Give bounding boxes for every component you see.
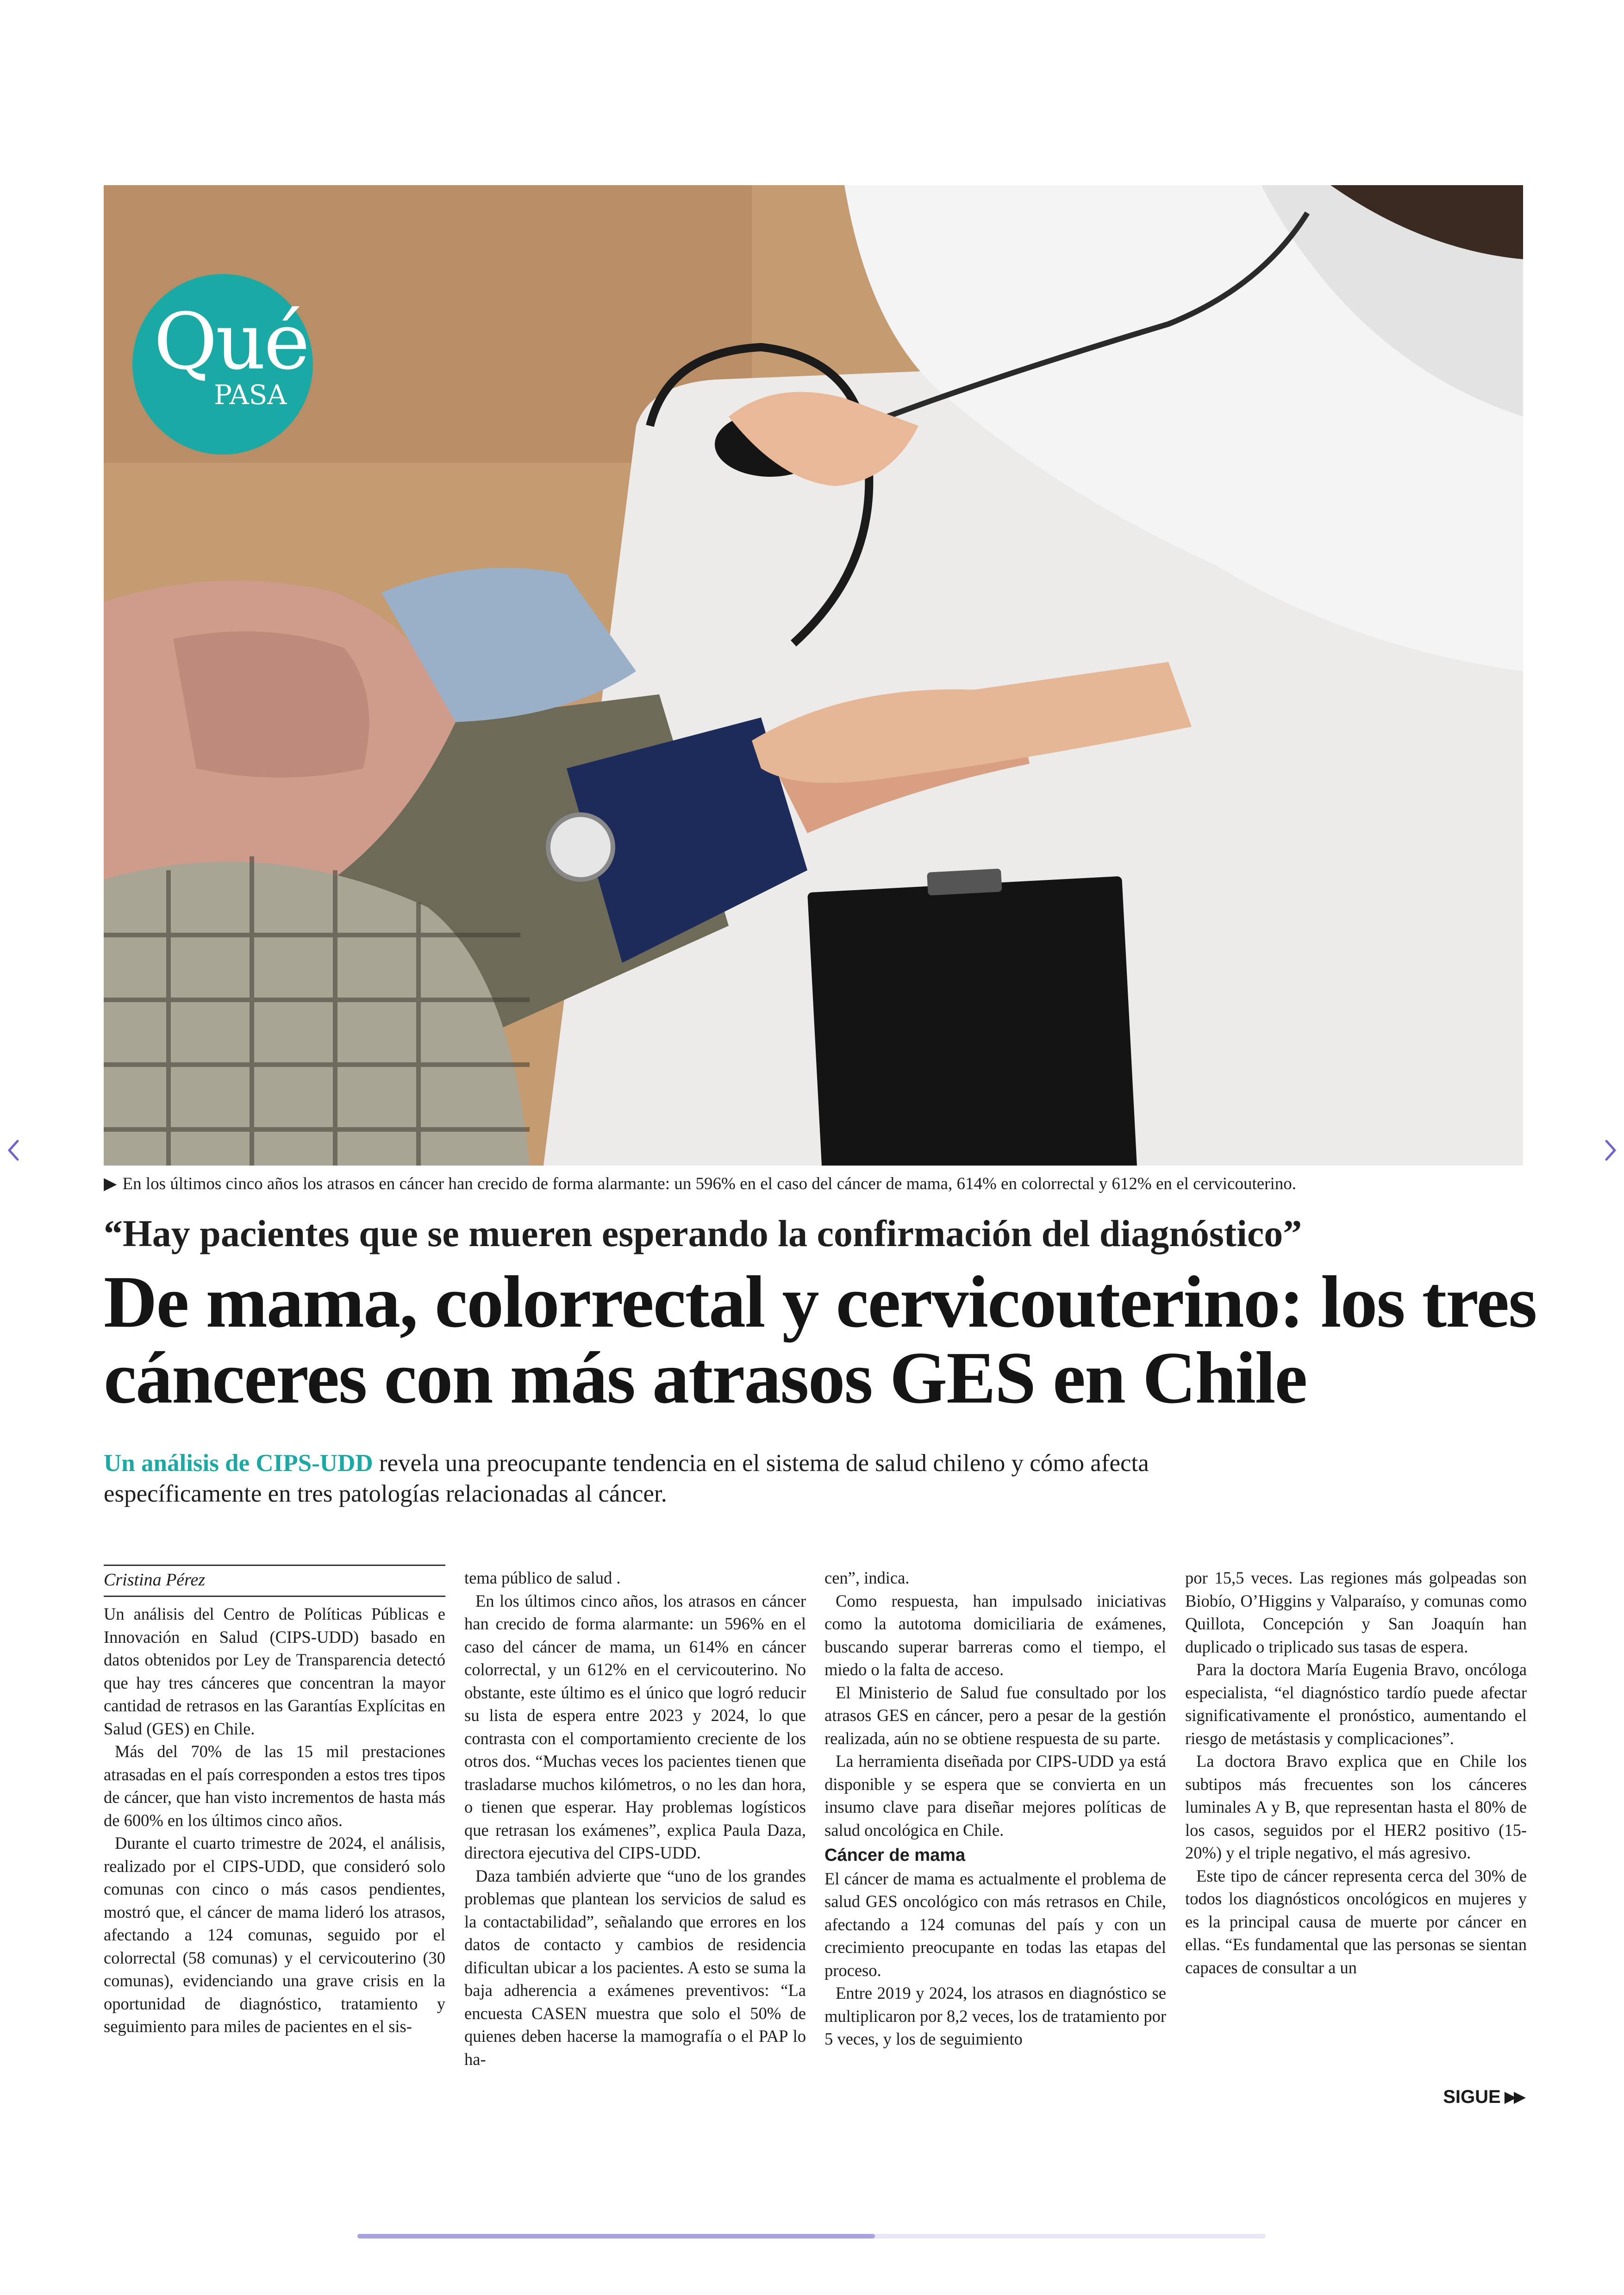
chevron-left-icon: [5, 1136, 23, 1164]
previous-page-button[interactable]: [0, 1129, 28, 1171]
sigue-label: SIGUE: [1443, 2086, 1501, 2107]
chevron-right-icon: [1601, 1136, 1619, 1164]
paragraph: tema público de salud .: [464, 1568, 621, 1587]
byline: Cristina Pérez: [104, 1570, 206, 1590]
paragraph: Para la doctora María Eugenia Bravo, oncóloga especialista, “el diagnóstico tardío puede afectar significativamente el pronóstico, aumentando el riesgo de metástasis y complicaciones”.: [1185, 1660, 1527, 1748]
paragraph: Un análisis del Centro de Políticas Públicas e Innovación en Salud (CIPS-UDD) basado en datos obtenidos por Ley de Transparencia detectó que hay tres cánceres que concentran la mayor cantidad de retrasos en las Garantías Explícitas en Salud (GES) en Chile.: [104, 1604, 445, 1738]
paragraph: Entre 2019 y 2024, los atrasos en diagnóstico se multiplicaron por 8,2 veces, los de tratamiento por 5 veces, y los de seguimiento: [824, 1983, 1166, 2048]
progress-fill: [357, 2234, 875, 2239]
photo-caption: [104, 1172, 1523, 1196]
double-arrow-right-icon: ▶▶: [1504, 2088, 1523, 2106]
deck-text: revela una preocupante tendencia en el sistema de salud chileno y cómo afecta específicamente en tres patologías relacionadas al cáncer.: [104, 1450, 1149, 1507]
headline: De mama, colorrectal y cervicouterino: los tres cánceres con más atrasos GES en Chile: [104, 1260, 1537, 1419]
logo-pasa-text: PASA: [214, 379, 287, 411]
paragraph: Este tipo de cáncer representa cerca del 30% de todos los diagnósticos oncológicos en mujeres y es la principal causa de muerte por cáncer en ellas. “Es fundamental que las personas se sientan capaces de consultar a un: [1185, 1866, 1527, 1977]
paragraph: Durante el cuarto trimestre de 2024, el análisis, realizado por el CIPS-UDD, que consideró solo comunas con cinco o más casos pendientes, mostró que, el cáncer de mama lideró los atrasos, afectando a 124 comunas, seguido por el colorrectal (58 comunas) y el cervicouterino (30 comunas), evidenciando una grave crisis en la oportunidad de diagnóstico, tratamiento y seguimiento para miles de pacientes en el sis-: [104, 1834, 445, 2036]
body-column-4: [1185, 1566, 1527, 2108]
section-subhead: Cáncer de mama: [824, 1846, 966, 1865]
paragraph: La herramienta diseñada por CIPS-UDD ya está disponible y se espera que se convierta en un insumo clave para diseñar mejores políticas de salud oncológica en Chile.: [824, 1752, 1166, 1840]
article-photo: [104, 185, 1523, 1166]
paragraph: Como respuesta, han impulsado iniciativas como la autotoma domiciliaria de exámenes, buscando superar barreras como el tiempo, el miedo o la falta de acceso.: [824, 1591, 1166, 1679]
paragraph: por 15,5 veces. Las regiones más golpeadas son Biobío, O’Higgins y Valparaíso, y comunas como Quillota, Concepción y San Joaquín han duplicado o triplicado sus tasas de espera.: [1185, 1568, 1527, 1656]
caption-text: En los últimos cinco años los atrasos en cáncer han crecido de forma alarmante: un 596% en el caso del cáncer de mama, 614% en colorrectal y 612% en el cervicouterino.: [122, 1174, 1297, 1193]
logo-que-text: Qué: [154, 296, 308, 387]
paragraph: La doctora Bravo explica que en Chile los subtipos más frecuentes son los cánceres luminales A y B, que representan hasta el 80% de los casos, seguidos por el HER2 positivo (15-20%) y el triple negativo, el más agresivo.: [1185, 1752, 1527, 1862]
paragraph: Daza también advierte que “uno de los grandes problemas que plantean los servicios de salud es la contactabilidad”, señalando que errores en los datos de contacto y cambios de residencia dificultan ubicar a los pacientes. A esto se suma la baja adherencia a exámenes preventivos: “La encuesta CASEN muestra que solo el 50% de quienes deben hacerse la mamografía o el PAP lo ha-: [464, 1866, 806, 2069]
page-scroll-progress[interactable]: [357, 2234, 1266, 2239]
que-pasa-logo: [132, 274, 313, 455]
paragraph: El cáncer de mama es actualmente el problema de salud GES oncológico con más retrasos en Chile, afectando a 124 comunas del país y con un crecimiento preocupante en todas las etapas del proceso.: [824, 1869, 1166, 1980]
kicker-quote: “Hay pacientes que se mueren esperando la confirmación del diagnóstico”: [104, 1212, 1302, 1254]
paragraph: El Ministerio de Salud fue consultado por los atrasos GES en cáncer, pero a pesar de la gestión realizada, aún no se obtiene respuesta de su parte.: [824, 1683, 1166, 1748]
paragraph: Más del 70% de las 15 mil prestaciones atrasadas en el país corresponden a estos tres tipos de cáncer, que han visto incrementos de hasta más de 600% en los últimos cinco años.: [104, 1742, 445, 1830]
deck: [104, 1448, 1261, 1509]
byline-rule-top: [104, 1565, 445, 1566]
doctor-patient-blood-pressure-illustration: [104, 185, 1523, 1166]
deck-lead: Un análisis de CIPS-UDD: [104, 1450, 373, 1477]
body-column-2: [464, 1566, 806, 2108]
next-page-button[interactable]: [1596, 1129, 1624, 1171]
byline-rule-bottom: [104, 1596, 445, 1597]
caption-marker-icon: ▶: [104, 1174, 117, 1193]
body-column-1: [104, 1565, 445, 2106]
paragraph: cen”, indica.: [824, 1568, 910, 1587]
continue-marker: [1417, 2083, 1523, 2111]
paragraph: En los últimos cinco años, los atrasos en cáncer han crecido de forma alarmante: un 596% en el caso del cáncer de mama, un 614% en cáncer colorrectal, y un 612% en el cervicouterino. No obstante, este último es el único que logró reducir su lista de espera entre 2023 y 2024, lo que contrasta con el comportamiento creciente de los otros dos. “Muchas veces los pacientes tienen que trasladarse muchos kilómetros, o no les dan hora, o tienen que esperar. Hay problemas logísticos que retrasan los exámenes”, explica Paula Daza, directora ejecutiva del CIPS-UDD.: [464, 1591, 806, 1862]
body-column-3: [824, 1566, 1166, 2108]
